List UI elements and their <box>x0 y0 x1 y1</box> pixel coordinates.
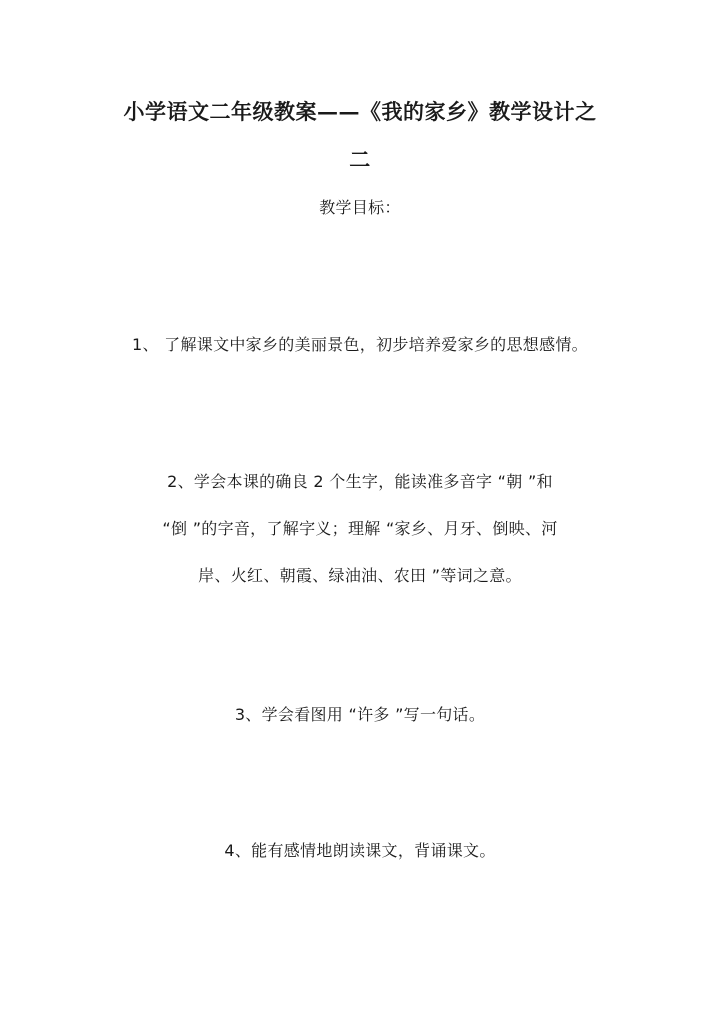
goal-1-line-1: 1、 了解课文中家乡的美丽景色，初步培养爱家乡的思想感情。 <box>132 335 588 354</box>
section-heading: 教学目标： <box>319 198 401 217</box>
goal-2-line-1: 2、学会本课的确良 2 个生字，能读准多音字 “朝 ”和 <box>167 472 553 491</box>
goal-3-line-1: 3、学会看图用 “许多 ”写一句话。 <box>234 705 486 724</box>
goal-4-line-1: 4、能有感情地朗读课文，背诵课文。 <box>224 841 496 860</box>
goal-2-line-2: “倒 ”的字音，了解字义；理解 “家乡、月牙、倒映、河 <box>162 519 558 538</box>
document-title-line-2: 二 <box>349 147 371 172</box>
document-title-line-1: 小学语文二年级教案——《我的家乡》教学设计之 <box>123 99 597 124</box>
goal-2-line-3: 岸、火红、朝霞、绿油油、农田 ”等词之意。 <box>198 566 522 585</box>
